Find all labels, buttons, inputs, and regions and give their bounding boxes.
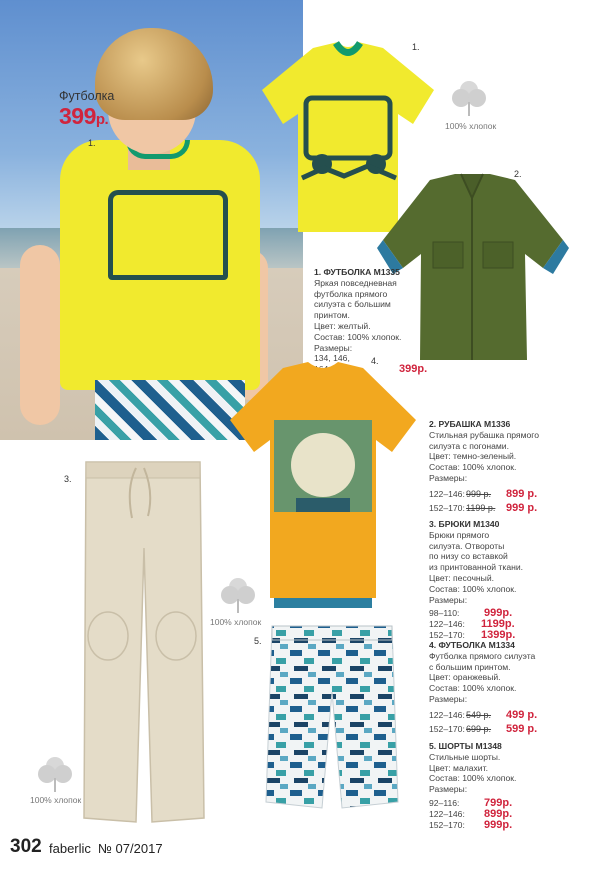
product-3-line: силуэта. Отвороты — [429, 540, 505, 551]
product-1-price: 399р. — [399, 363, 428, 376]
product-5-line: Цвет: малахит. — [429, 762, 488, 773]
product-1-line: Состав: 100% хлопок. — [314, 331, 402, 342]
product-4-line: Футболка прямого силуэта — [429, 650, 536, 661]
new-price: 999р. — [484, 818, 513, 831]
product-4-price-row — [429, 710, 589, 721]
size-range: 92–116: — [429, 797, 460, 808]
product-3-line: Брюки прямого — [429, 529, 490, 540]
cotton-icon — [447, 74, 491, 118]
camo-shorts-image — [262, 622, 402, 814]
product-5-description — [429, 741, 589, 830]
product-2-line: Стильная рубашка прямого — [429, 429, 539, 440]
product-2-line: Размеры: — [429, 472, 468, 483]
new-price: 899 р. — [506, 487, 538, 500]
item-number-1: 1. — [412, 42, 420, 52]
item-number-2: 2. — [514, 169, 522, 179]
hero-price-currency: р. — [95, 111, 109, 128]
hero-price — [59, 103, 108, 130]
item-number-5: 5. — [254, 636, 262, 646]
product-2-title: 2. РУБАШКА M1336 — [429, 419, 511, 429]
product-1-line: футболка прямого — [314, 288, 388, 299]
product-1-line: Яркая повседневная — [314, 277, 397, 288]
product-4-line: Состав: 100% хлопок. — [429, 683, 517, 694]
product-5-price-row — [429, 820, 589, 831]
product-3-line: Размеры: — [429, 594, 468, 605]
size-range: 152–170: — [429, 723, 465, 734]
new-price: 1199р. — [481, 618, 515, 631]
product-1-line: силуэта с большим — [314, 299, 391, 310]
new-price: 1399р. — [481, 628, 516, 641]
jeep-print — [108, 190, 228, 280]
product-5-title: 5. ШОРТЫ M1348 — [429, 741, 502, 751]
old-price: 1199 р. — [466, 502, 496, 513]
new-price: 499 р. — [506, 708, 538, 721]
product-5-line: Размеры: — [429, 784, 468, 795]
cotton-icon — [33, 750, 77, 794]
cotton-label: 100% хлопок — [30, 795, 82, 805]
product-3-title: 3. БРЮКИ M1340 — [429, 519, 500, 529]
new-price: 899р. — [484, 807, 513, 820]
product-3-line: по низу со вставкой — [429, 551, 508, 562]
product-2-description — [429, 419, 589, 513]
old-price: 999 р. — [466, 488, 492, 499]
product-2-line: Состав: 100% хлопок. — [429, 462, 517, 473]
size-range: 122–146: — [429, 808, 465, 819]
old-price: 549 р. — [466, 709, 492, 720]
new-price: 599 р. — [506, 722, 538, 735]
size-range: 98–110: — [429, 608, 460, 619]
product-4-line: с большим принтом. — [429, 661, 511, 672]
product-4-title: 4. ФУТБОЛКА M1334 — [429, 640, 515, 650]
cotton-icon — [216, 571, 260, 615]
product-1-line: 134, 146, — [314, 353, 350, 364]
boy-arm-left — [20, 245, 60, 425]
page-number: 302 — [10, 836, 42, 857]
product-2-price-row — [429, 503, 589, 514]
product-5-line: Состав: 100% хлопок. — [429, 773, 517, 784]
size-range: 122–146: — [429, 488, 465, 499]
product-4-price-row — [429, 724, 589, 735]
product-4-line: Цвет: оранжевый. — [429, 672, 501, 683]
product-3-description — [429, 519, 589, 641]
old-price: 699 р. — [466, 723, 492, 734]
product-4-description — [429, 640, 589, 734]
product-5-price-row — [429, 809, 589, 820]
product-3-line: из принтованной ткани. — [429, 562, 524, 573]
size-range: 152–170: — [429, 502, 465, 513]
product-3-line: Цвет: песочный. — [429, 572, 495, 583]
cotton-label: 100% хлопок — [445, 121, 497, 131]
boy-hair — [95, 28, 213, 120]
new-price: 799р. — [484, 796, 513, 809]
product-4-line: Размеры: — [429, 693, 468, 704]
size-range: 152–170: — [429, 629, 465, 640]
brand-name: faberlic — [49, 841, 91, 856]
product-2-line: Цвет: темно-зеленый. — [429, 451, 517, 462]
product-1-title: 1. ФУТБОЛКА M1335 — [314, 267, 400, 277]
hero-label: Футболка — [59, 89, 115, 103]
product-2-price-row — [429, 489, 589, 500]
new-price: 999р. — [484, 607, 513, 620]
product-3-line: Состав: 100% хлопок. — [429, 583, 517, 594]
item-number-4: 4. — [371, 356, 379, 366]
cotton-label: 100% хлопок — [210, 617, 262, 627]
product-1-line: Цвет: желтый. — [314, 320, 371, 331]
size-range: 122–146: — [429, 709, 465, 720]
size-range: 122–146: — [429, 619, 465, 630]
catalog-issue: № 07/2017 — [98, 841, 163, 856]
boy-shorts — [95, 380, 245, 440]
product-2-line: силуэта с погонами. — [429, 440, 509, 451]
new-price: 999 р. — [506, 501, 538, 514]
hero-item-number: 1. — [88, 138, 96, 148]
product-1-line: принтом. — [314, 310, 350, 321]
product-1-line: Размеры: — [314, 342, 353, 353]
size-range: 152–170: — [429, 819, 465, 830]
product-5-line: Стильные шорты. — [429, 751, 501, 762]
item-number-3: 3. — [64, 474, 72, 484]
sand-trousers-image — [78, 458, 208, 828]
hero-price-value: 399 — [59, 103, 96, 129]
